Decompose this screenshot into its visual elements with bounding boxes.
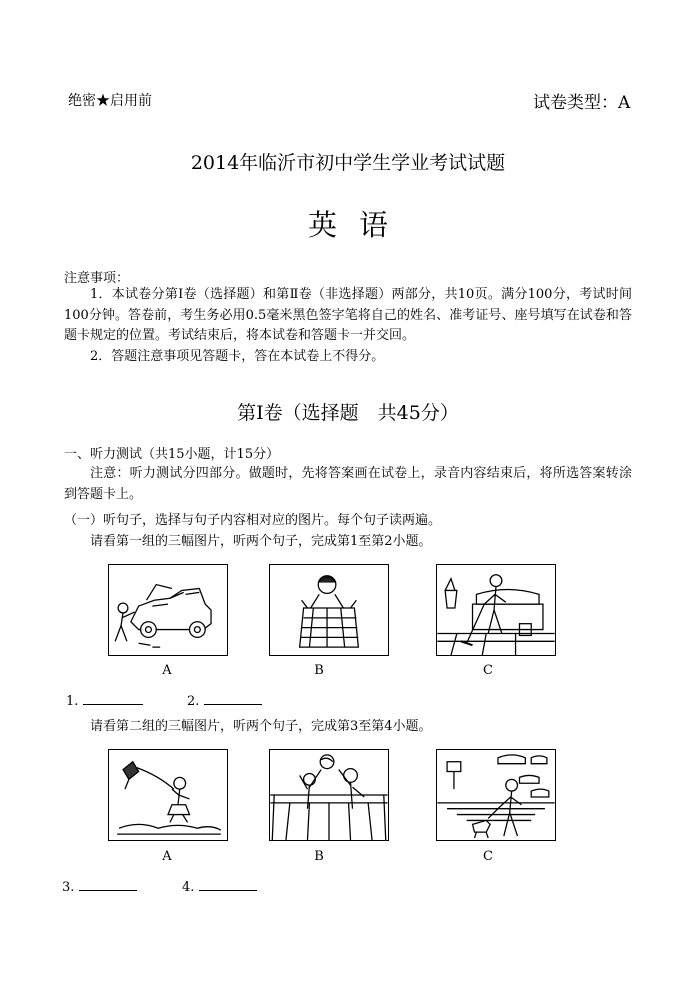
group-1-instruction: 请看第一组的三幅图片，听两个句子，完成第1至第2小题。: [90, 534, 432, 549]
subsection-1-heading: （一）听句子，选择与句子内容相对应的图片。每个句子读两遍。: [64, 513, 442, 528]
answer-1: [66, 694, 143, 709]
notes-item-1: 1．本试卷分第Ⅰ卷（选择题）和第Ⅱ卷（非选择题）两部分，共10页。满分100分，考试时间100分钟。答卷前，考生务必用0.5毫米黑色签字笔将自己的姓名、准考证号、座号填写在试卷和答题卡规定的位置。考试结束后，将本试卷和答题卡一并交回。: [64, 287, 632, 343]
answer-2-blank[interactable]: [204, 704, 262, 705]
answer-3-blank[interactable]: [79, 890, 137, 891]
answer-2: [187, 694, 262, 709]
listening-note: 注意：听力测试分四部分。做题时，先将答案画在试卷上，录音内容结束后，将所选答案转涂到答题卡上。: [64, 466, 632, 502]
answer-1-blank[interactable]: [83, 704, 143, 705]
picture-1c: [436, 564, 556, 656]
answer-4-blank[interactable]: [199, 890, 257, 891]
picture-2c: [436, 749, 556, 841]
answer-4-number: 4.: [182, 880, 195, 895]
picture-2b: [269, 749, 389, 841]
answer-4: [182, 880, 257, 895]
girl-flying-kite-icon: [109, 750, 227, 840]
answer-2-number: 2.: [187, 694, 200, 709]
notes-heading: 注意事项：: [64, 271, 130, 286]
paper-type-label: 试卷类型：A: [533, 93, 631, 113]
picture-1b: [269, 564, 389, 656]
picture-1b-label: B: [314, 663, 324, 678]
picture-2c-label: C: [483, 849, 493, 864]
answer-1-number: 1.: [66, 694, 79, 709]
group-2-instruction: 请看第二组的三幅图片，听两个句子，完成第3至第4小题。: [90, 719, 432, 734]
picture-2b-label: B: [314, 849, 324, 864]
picture-1a: [108, 564, 228, 656]
section-1-heading: 一、听力测试（共15小题，计15分）: [64, 447, 280, 462]
picture-2a-label: A: [162, 849, 172, 864]
subject-title: 英语: [307, 208, 410, 242]
picture-2a: [108, 749, 228, 841]
man-walking-dog-icon: [437, 750, 555, 840]
answer-3-number: 3.: [62, 880, 75, 895]
picture-1c-label: C: [483, 663, 493, 678]
picture-1a-label: A: [162, 663, 172, 678]
exam-title: 2014年临沂市初中学生学业考试试题: [190, 152, 506, 174]
man-sweeping-icon: [437, 565, 555, 655]
answer-3: [62, 880, 137, 895]
notes-item-2: 2．答题注意事项见答题卡，答在本试卷上不得分。: [90, 349, 385, 364]
car-repair-icon: [109, 565, 227, 655]
part-1-title: 第Ⅰ卷（选择题 共45分）: [237, 402, 459, 424]
girl-knitting-icon: [270, 565, 388, 655]
confidential-label: 绝密★启用前: [68, 93, 152, 109]
volleyball-players-icon: [270, 750, 388, 840]
